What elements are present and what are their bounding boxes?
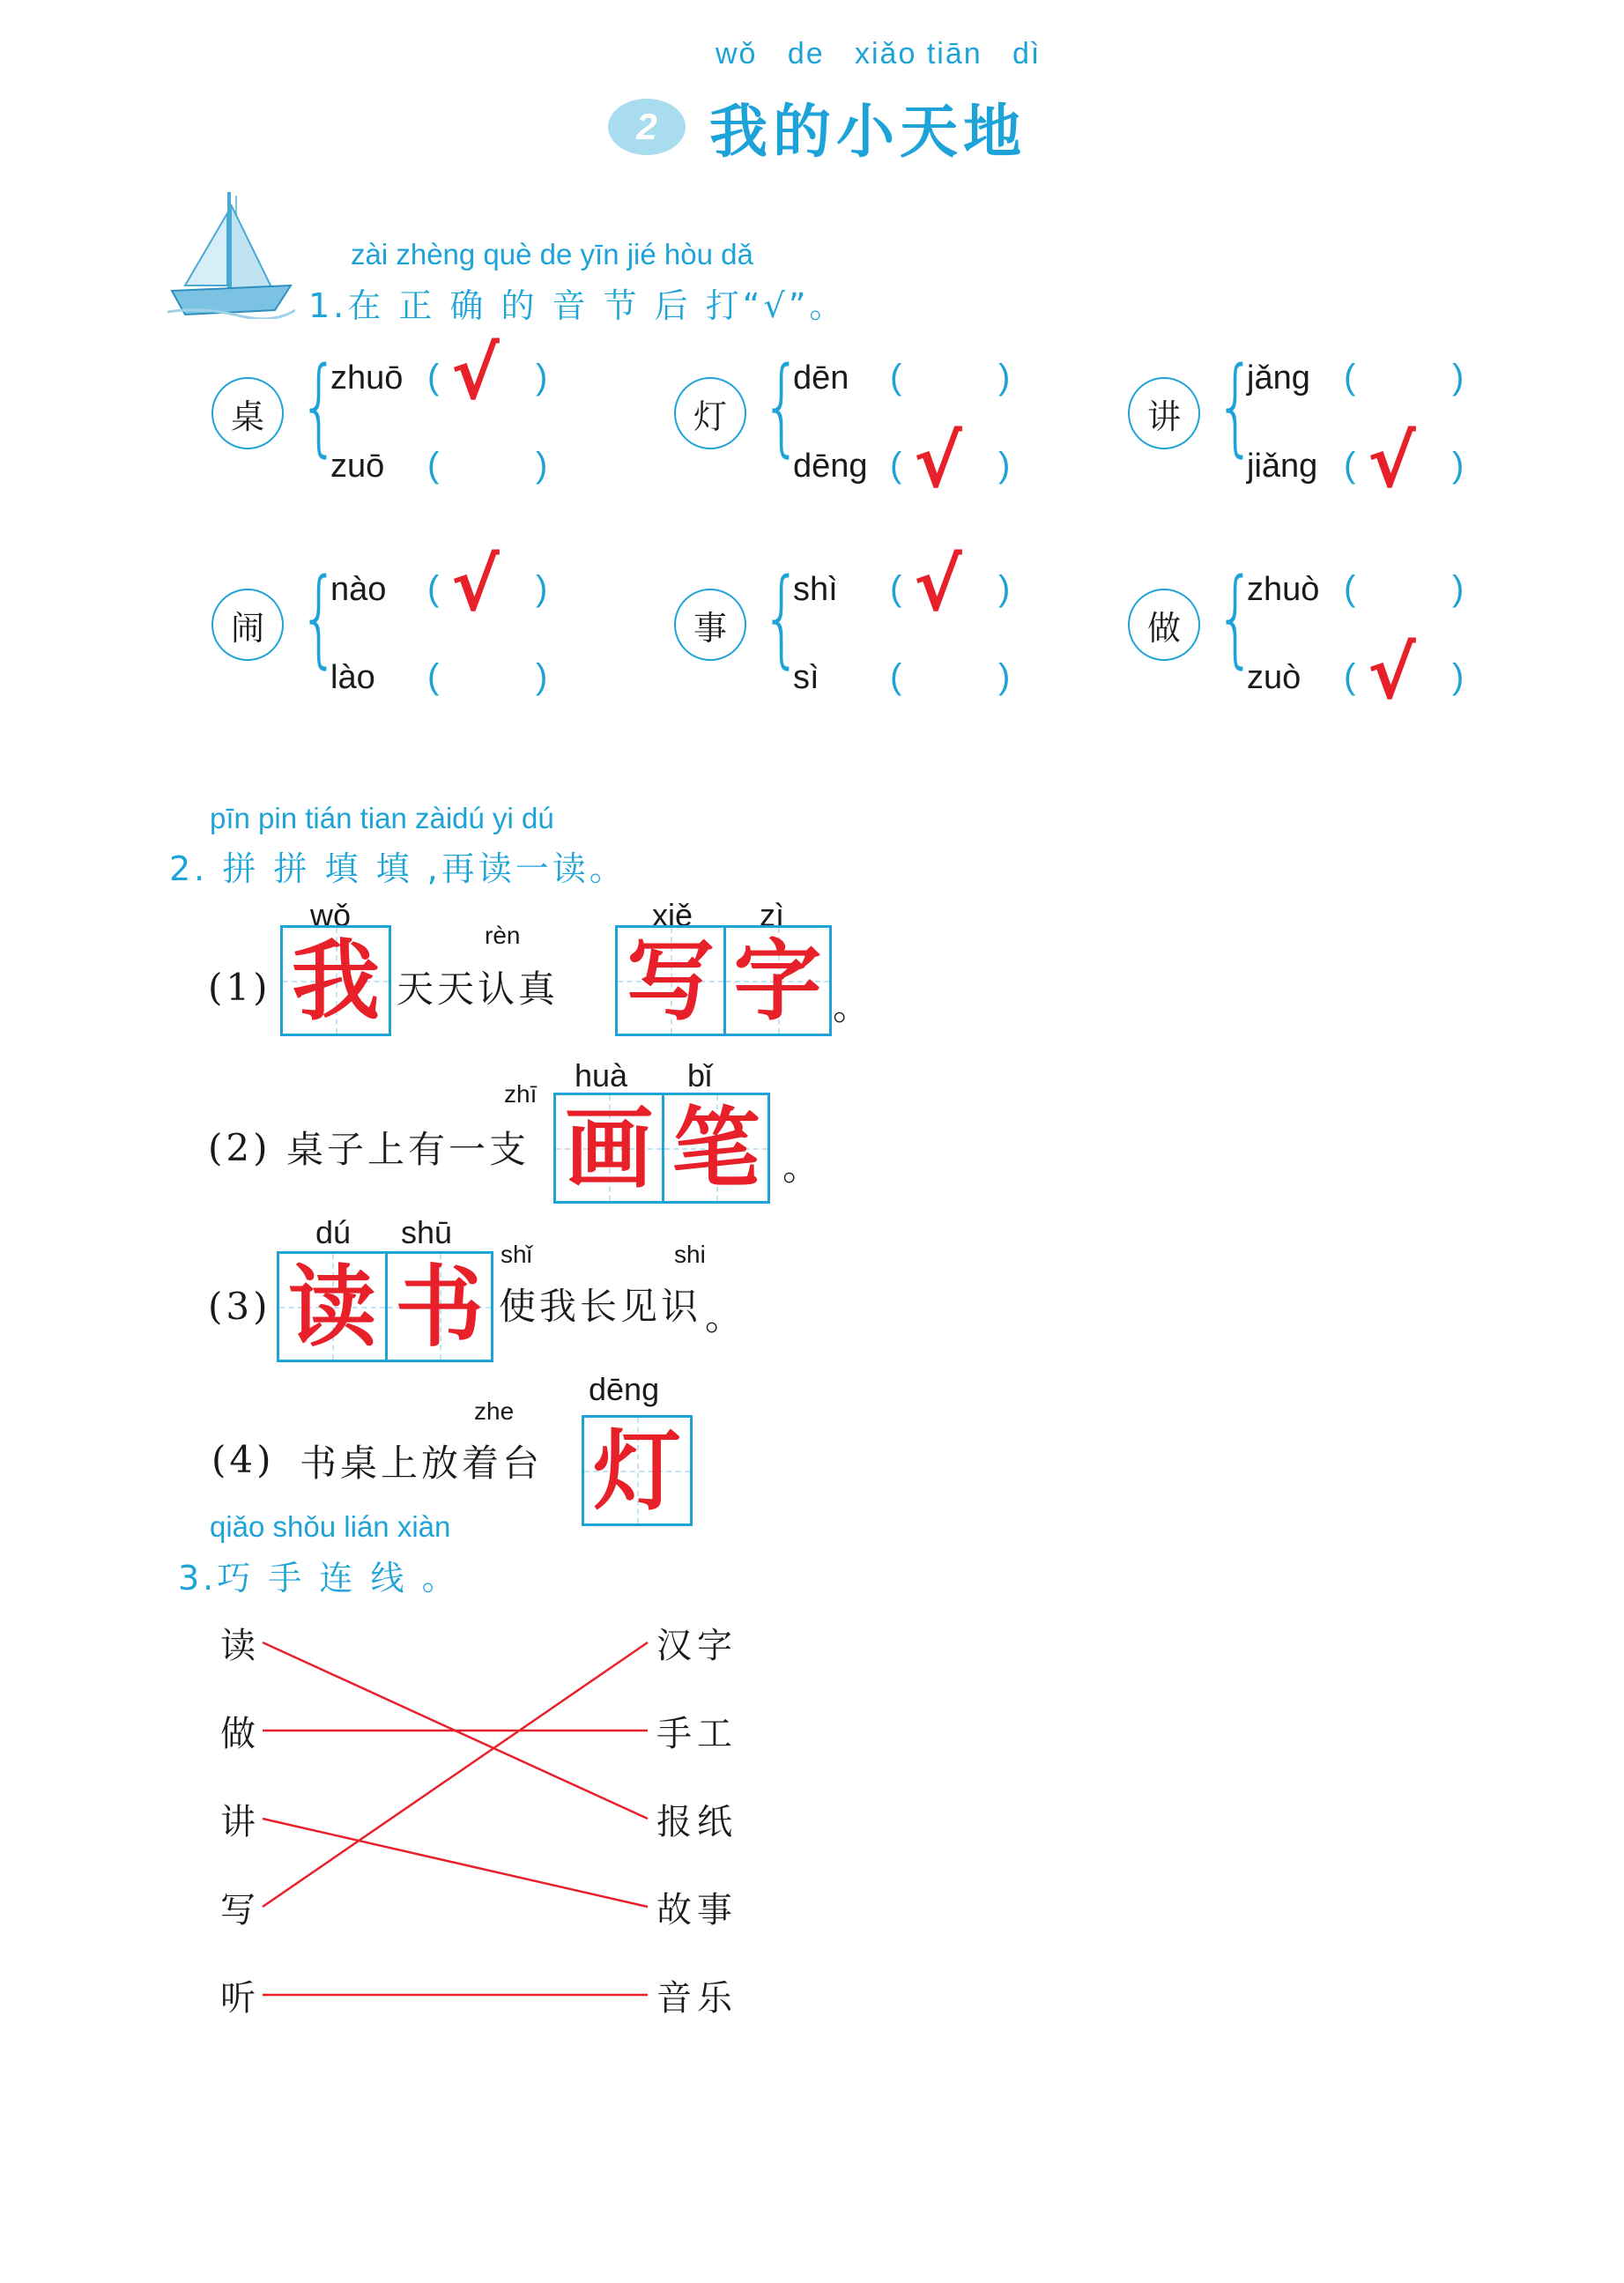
brace: { [1215,557,1257,679]
answer-paren-open: ( [427,446,440,485]
answer-paren-close: ) [998,569,1011,608]
section3-pinyin: qiǎo shǒu lián xiàn [210,1510,451,1543]
item1-text-pinyin: rèn [485,922,521,949]
syllable-option: zhuò [1247,571,1320,608]
item3-box-pinyin-2: shū [401,1214,453,1250]
writing-cell: 读 [279,1254,385,1360]
section1-heading: 1.在 正 确 的 音 节 后 打“√”。 [308,286,847,325]
character-circle: 事 [674,589,746,661]
item2-end: 。 [782,1145,824,1189]
match-right-word: 音乐 [656,1978,738,2019]
title-pinyin: wǒ de xiǎo tiān dì [716,37,1042,70]
check-mark: √ [914,544,962,627]
match-right-word: 手工 [656,1714,738,1754]
item3-number: (3) [208,1285,271,1328]
match-right-word: 报纸 [656,1802,738,1842]
answer-paren-close: ) [1452,657,1465,696]
syllable-option: jǎng [1247,359,1310,397]
match-left-word: 听 [220,1978,261,2019]
match-right-word: 汉字 [656,1626,738,1666]
section2-pinyin: pīn pin tián tian zàidú yi dú [210,802,554,834]
item4-writing-box [582,1415,693,1526]
check-mark: √ [1368,632,1416,715]
answer-paren-close: ) [536,569,548,608]
check-mark: √ [914,420,962,504]
match-left-word: 做 [220,1714,261,1754]
answer-paren-open: ( [890,569,902,608]
item1-box2-pinyin-2: zì [760,897,785,933]
brace: { [1215,345,1257,468]
match-line [263,1642,648,1907]
answer-paren-open: ( [427,569,440,608]
syllable-option: zuò [1247,659,1301,696]
syllable-option: zuō [330,448,385,485]
item2-box-pinyin-2: bǐ [687,1057,713,1093]
answer-paren-open: ( [890,358,902,397]
match-right-word: 故事 [656,1890,738,1931]
brace: { [761,557,803,679]
match-line [263,1819,648,1907]
item4-number: (4) [211,1438,275,1481]
writing-cell: 写 [618,928,723,1034]
check-mark: √ [1368,420,1416,504]
item4-text: 书桌上放着台 [300,1442,544,1485]
item1-writing-box-1 [280,925,391,1036]
syllable-option: zhuō [330,359,404,397]
character-circle: 讲 [1128,377,1200,449]
answer-paren-open: ( [1344,657,1356,696]
answer-paren-open: ( [890,657,902,696]
item3-text: 使我长见识 [499,1285,702,1328]
item1-text: 天天认真 [397,967,560,1011]
answer-paren-close: ) [536,446,548,485]
item3-box-pinyin-1: dú [315,1214,352,1250]
section2-heading: 2. 拼 拼 填 填 ,再读一读。 [169,849,627,888]
match-left-word: 讲 [220,1802,261,1842]
writing-cell: 字 [723,928,829,1034]
page-title: 我的小天地 [709,97,1027,166]
writing-cell: 画 [556,1095,662,1201]
writing-cell: 书 [385,1254,491,1360]
answer-paren-open: ( [1344,446,1356,485]
writing-cell: 我 [283,928,389,1034]
answer-paren-close: ) [1452,446,1465,485]
syllable-option: lào [330,659,375,696]
section1-pinyin: zài zhèng què de yīn jié hòu dǎ [351,238,753,271]
answer-paren-close: ) [998,446,1011,485]
answer-paren-open: ( [1344,569,1356,608]
writing-cell: 笔 [662,1095,768,1201]
answer-paren-open: ( [427,657,440,696]
answer-paren-close: ) [536,657,548,696]
match-left-word: 写 [220,1890,261,1931]
item1-box2-pinyin-1: xiě [652,897,693,933]
writing-cell: 灯 [584,1418,690,1523]
brace: { [299,557,340,679]
check-mark: √ [451,332,500,416]
lesson-number-badge: 2 [608,99,686,155]
item4-box-pinyin: dēng [589,1371,660,1407]
answer-paren-close: ) [1452,569,1465,608]
answer-paren-open: ( [890,446,902,485]
syllable-option: dēng [793,448,868,485]
syllable-option: sì [793,659,819,696]
syllable-option: dēn [793,359,849,397]
item4-text-pinyin: zhe [474,1397,515,1425]
item2-text-pinyin: zhī [504,1080,538,1108]
syllable-option: nào [330,571,387,608]
match-left-word: 读 [220,1626,261,1666]
answer-paren-open: ( [427,358,440,397]
item2-box-pinyin-1: huà [575,1057,628,1093]
character-circle: 桌 [211,377,284,449]
character-circle: 灯 [674,377,746,449]
item1-box1-pinyin: wǒ [310,897,352,933]
character-circle: 闹 [211,589,284,661]
answer-paren-close: ) [536,358,548,397]
item3-end: 。 [705,1295,746,1338]
answer-paren-close: ) [998,657,1011,696]
character-circle: 做 [1128,589,1200,661]
item1-end: 。 [833,985,874,1028]
section3-heading: 3.巧 手 连 线 。 [178,1559,459,1597]
item2-number: (2) [208,1126,271,1169]
item3-text-pinyin-2: shi [674,1241,706,1268]
brace: { [761,345,803,468]
answer-paren-close: ) [998,358,1011,397]
check-mark: √ [451,544,500,627]
item3-text-pinyin-1: shǐ [501,1241,532,1268]
item2-text: 桌子上有一支 [286,1128,530,1171]
syllable-option: shì [793,571,838,608]
syllable-option: jiǎng [1247,448,1318,485]
brace: { [299,345,340,468]
answer-paren-close: ) [1452,358,1465,397]
answer-paren-open: ( [1344,358,1356,397]
item1-number: (1) [208,966,271,1009]
